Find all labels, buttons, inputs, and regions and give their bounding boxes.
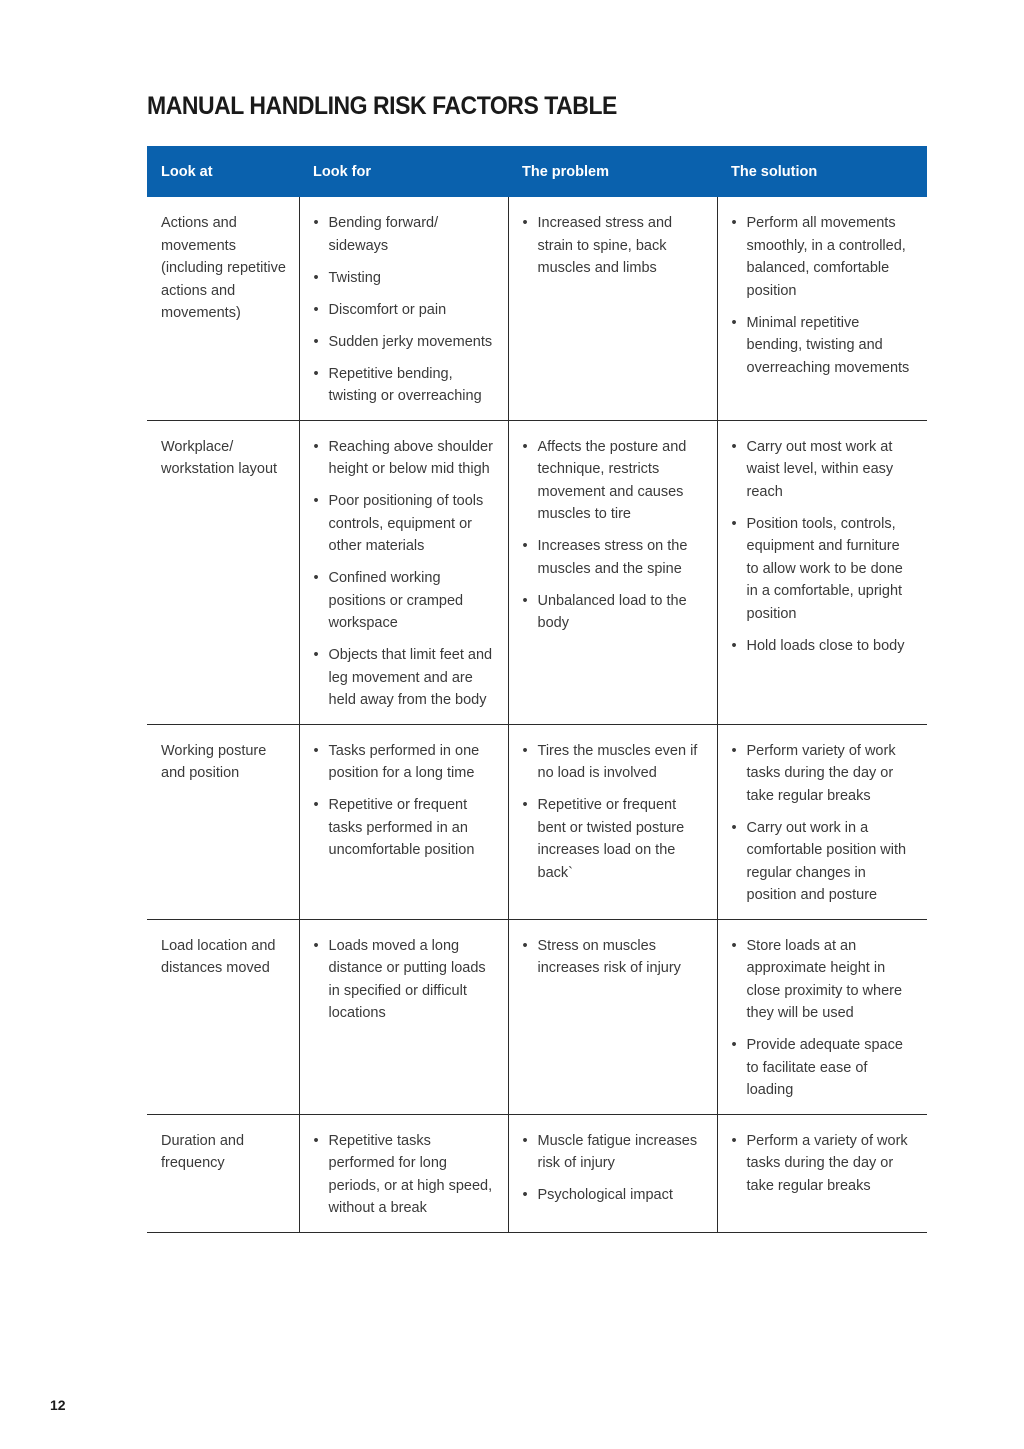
bullet-list <box>523 436 705 635</box>
cell-look-at: Working posture and position <box>147 724 299 919</box>
list-item: • Psychological impact <box>523 1184 705 1207</box>
cell-problem <box>508 1114 717 1232</box>
list-item: • Objects that limit feet and leg movement and are held away from the body <box>314 644 496 712</box>
bullet-list <box>314 740 496 862</box>
cell-solution <box>717 197 927 420</box>
list-item: • Increases stress on the muscles and the spine <box>523 535 705 580</box>
list-item: • Perform a variety of work tasks during the day or take regular breaks <box>732 1130 916 1198</box>
list-item: • Carry out work in a comfortable position with regular changes in position and posture <box>732 817 916 907</box>
cell-look-for <box>299 1114 508 1232</box>
table-row <box>147 919 927 1114</box>
list-item: • Poor positioning of tools controls, equipment or other materials <box>314 490 496 558</box>
bullet-list <box>732 436 916 658</box>
list-item: • Repetitive bending, twisting or overreaching <box>314 363 496 408</box>
table-header <box>147 146 927 197</box>
cell-solution <box>717 724 927 919</box>
bullet-list <box>523 740 705 885</box>
bullet-list <box>523 935 705 980</box>
page-number: 12 <box>50 1397 66 1413</box>
bullet-list <box>732 935 916 1102</box>
page-title: MANUAL HANDLING RISK FACTORS TABLE <box>147 92 617 120</box>
cell-look-for <box>299 197 508 420</box>
list-item: • Perform all movements smoothly, in a controlled, balanced, comfortable position <box>732 212 916 302</box>
list-item: • Hold loads close to body <box>732 635 916 658</box>
list-item: • Reaching above shoulder height or below mid thigh <box>314 436 496 481</box>
column-header-problem: The problem <box>508 146 717 197</box>
list-item: • Tires the muscles even if no load is involved <box>523 740 705 785</box>
list-item: • Loads moved a long distance or putting loads in specified or difficult locations <box>314 935 496 1025</box>
table-header-row <box>147 146 927 197</box>
list-item: • Perform variety of work tasks during the day or take regular breaks <box>732 740 916 808</box>
list-item: • Carry out most work at waist level, within easy reach <box>732 436 916 504</box>
list-item: • Repetitive tasks performed for long periods, or at high speed, without a break <box>314 1130 496 1220</box>
risk-factors-table <box>147 146 927 1233</box>
cell-problem <box>508 919 717 1114</box>
cell-look-for <box>299 420 508 724</box>
column-header-look-at: Look at <box>147 146 299 197</box>
cell-problem <box>508 724 717 919</box>
cell-solution <box>717 420 927 724</box>
cell-look-for <box>299 724 508 919</box>
list-item: • Provide adequate space to facilitate ease of loading <box>732 1034 916 1102</box>
list-item: • Muscle fatigue increases risk of injury <box>523 1130 705 1175</box>
list-item: • Confined working positions or cramped workspace <box>314 567 496 635</box>
cell-look-at: Load location and distances moved <box>147 919 299 1114</box>
bullet-list <box>314 436 496 712</box>
bullet-list <box>314 935 496 1025</box>
list-item: • Repetitive or frequent bent or twisted posture increases load on the back` <box>523 794 705 884</box>
list-item: • Store loads at an approximate height in close proximity to where they will be used <box>732 935 916 1025</box>
table-row <box>147 197 927 420</box>
list-item: • Increased stress and strain to spine, back muscles and limbs <box>523 212 705 280</box>
list-item: • Repetitive or frequent tasks performed in an uncomfortable position <box>314 794 496 862</box>
cell-look-at: Duration and frequency <box>147 1114 299 1232</box>
cell-look-for <box>299 919 508 1114</box>
bullet-list <box>523 212 705 280</box>
table-row <box>147 420 927 724</box>
cell-look-at: Actions and movements (including repetitive actions and movements) <box>147 197 299 420</box>
column-header-look-for: Look for <box>299 146 508 197</box>
cell-solution <box>717 1114 927 1232</box>
bullet-list <box>732 1130 916 1198</box>
list-item: • Affects the posture and technique, restricts movement and causes muscles to tire <box>523 436 705 526</box>
bullet-list <box>732 212 916 379</box>
cell-solution <box>717 919 927 1114</box>
list-item: • Unbalanced load to the body <box>523 590 705 635</box>
list-item: • Twisting <box>314 267 496 290</box>
bullet-list <box>732 740 916 907</box>
cell-look-at: Workplace/ workstation layout <box>147 420 299 724</box>
table-body <box>147 197 927 1232</box>
table-row <box>147 1114 927 1232</box>
list-item: • Sudden jerky movements <box>314 331 496 354</box>
bullet-list <box>314 212 496 408</box>
column-header-solution: The solution <box>717 146 927 197</box>
list-item: • Discomfort or pain <box>314 299 496 322</box>
list-item: • Tasks performed in one position for a long time <box>314 740 496 785</box>
list-item: • Bending forward/ sideways <box>314 212 496 257</box>
cell-problem <box>508 197 717 420</box>
list-item: • Stress on muscles increases risk of injury <box>523 935 705 980</box>
cell-problem <box>508 420 717 724</box>
bullet-list <box>523 1130 705 1207</box>
list-item: • Position tools, controls, equipment and furniture to allow work to be done in a comfortable, upright position <box>732 513 916 626</box>
bullet-list <box>314 1130 496 1220</box>
table-row <box>147 724 927 919</box>
list-item: • Minimal repetitive bending, twisting and overreaching movements <box>732 312 916 380</box>
